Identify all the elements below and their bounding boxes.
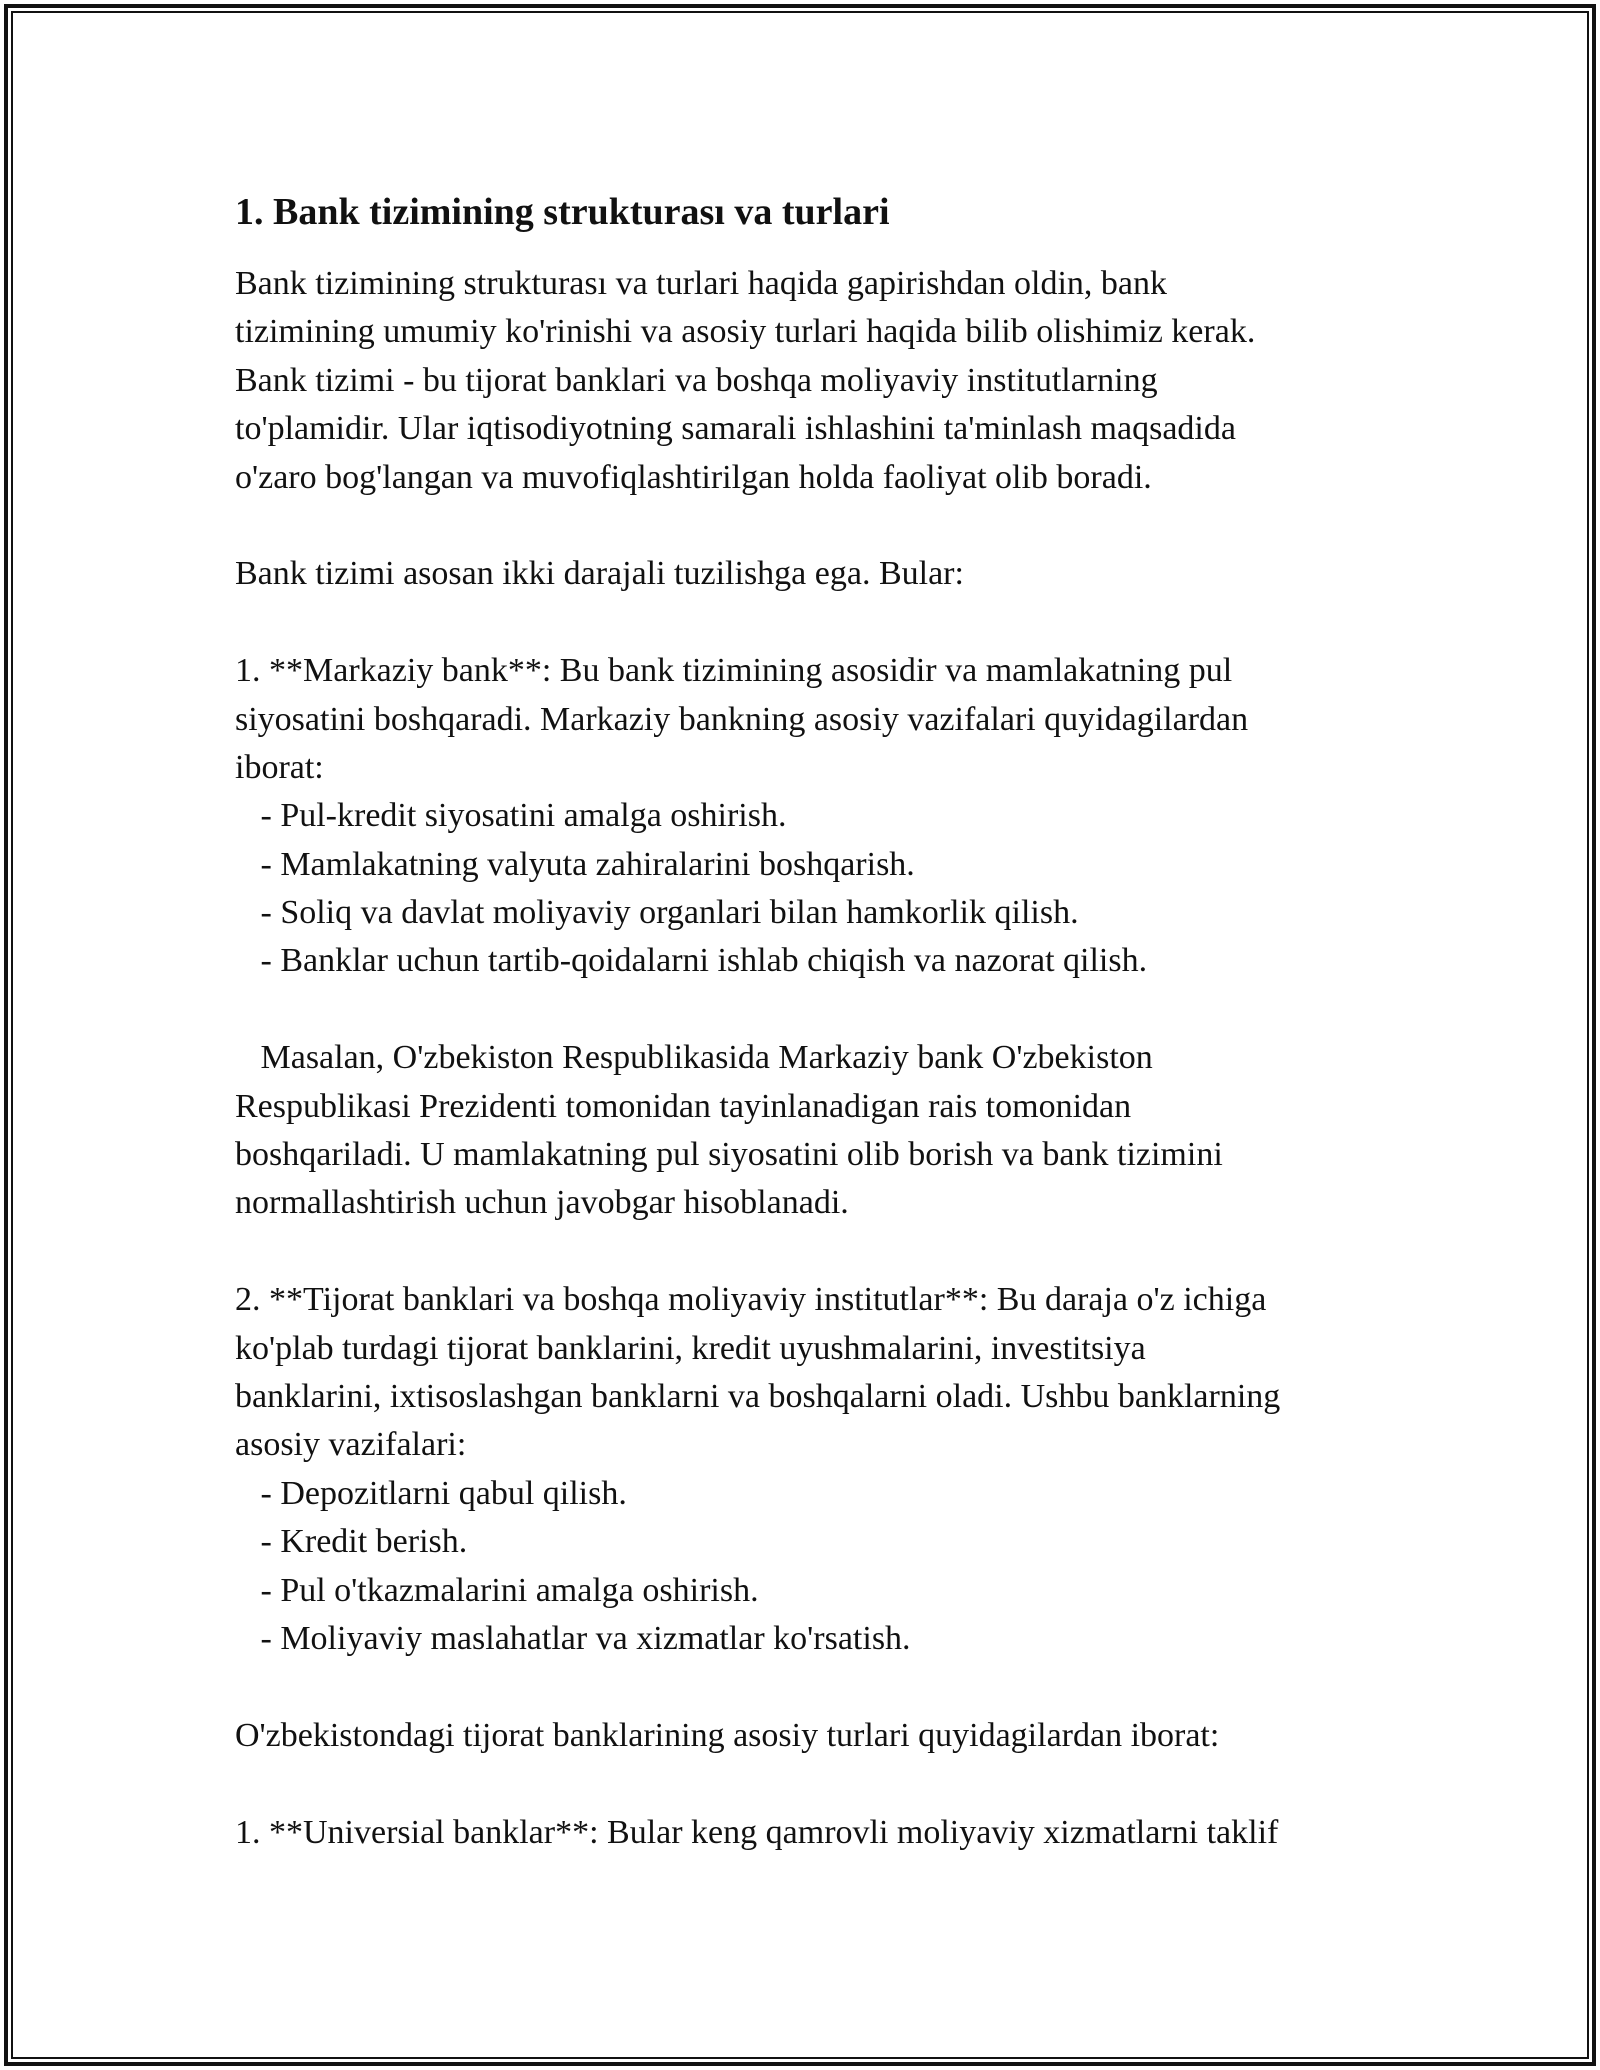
- paragraph-gap: [235, 1663, 1395, 1711]
- text-line: normallashtirish uchun javobgar hisoblanadi.: [235, 1184, 849, 1222]
- text-line: ko'plab turdagi tijorat banklarini, kredit uyushmalarini, investitsiya: [235, 1329, 1146, 1367]
- text-line: 2. **Tijorat banklari va boshqa moliyaviy institutlar**: Bu daraja o'z ichiga: [235, 1281, 1267, 1319]
- text-line: 1. **Universial banklar**: Bular keng qamrovli moliyaviy xizmatlarni taklif: [235, 1813, 1279, 1851]
- text-line: O'zbekistondagi tijorat banklarining asosiy turlari quyidagilardan iborat:: [235, 1716, 1220, 1754]
- text-line: - Moliyaviy maslahatlar va xizmatlar ko'rsatish.: [235, 1619, 911, 1657]
- text-line: boshqariladi. U mamlakatning pul siyosatini olib borish va bank tizimini: [235, 1136, 1223, 1174]
- text-line: Bank tizimi - bu tijorat banklari va boshqa moliyaviy institutlarning: [235, 361, 1158, 399]
- text-line: tizimining umumiy ko'rinishi va asosiy turlari haqida bilib olishimiz kerak.: [235, 313, 1256, 351]
- text-line: - Banklar uchun tartib-qoidalarni ishlab chiqish va nazorat qilish.: [235, 942, 1148, 980]
- paragraph: [235, 1034, 1395, 1228]
- text-line: - Pul o'tkazmalarini amalga oshirish.: [235, 1571, 759, 1609]
- paragraph: [235, 550, 1395, 598]
- text-line: - Pul-kredit siyosatini amalga oshirish.: [235, 797, 787, 835]
- paragraph-gap: [235, 1228, 1395, 1276]
- text-line: Masalan, O'zbekiston Respublikasida Markaziy bank O'zbekiston: [235, 1039, 1153, 1077]
- paragraph-gap: [235, 502, 1395, 550]
- text-line: o'zaro bog'langan va muvofiqlashtirilgan holda faoliyat olib boradi.: [235, 458, 1152, 496]
- text-line: to'plamidir. Ular iqtisodiyotning samarali ishlashini ta'minlash maqsadida: [235, 410, 1236, 448]
- text-line: - Mamlakatning valyuta zahiralarini boshqarish.: [235, 845, 915, 883]
- text-line: - Kredit berish.: [235, 1523, 468, 1561]
- paragraph: [235, 1276, 1395, 1663]
- paragraph-gap: [235, 599, 1395, 647]
- paragraph: [235, 1712, 1395, 1760]
- text-line: 1. **Markaziy bank**: Bu bank tizimining asosidir va mamlakatning pul: [235, 652, 1233, 690]
- document-body: [235, 260, 1395, 1857]
- text-line: Bank tizimining strukturası va turlari haqida gapirishdan oldin, bank: [235, 265, 1167, 302]
- text-line: iborat:: [235, 748, 324, 786]
- text-line: siyosatini boshqaradi. Markaziy bankning asosiy vazifalari quyidagilardan: [235, 700, 1249, 738]
- document-title: 1. Bank tizimining strukturası va turlari: [235, 191, 890, 233]
- paragraph: [235, 260, 1395, 502]
- paragraph: [235, 647, 1395, 986]
- paragraph-gap: [235, 1760, 1395, 1808]
- text-line: asosiy vazifalari:: [235, 1426, 467, 1464]
- paragraph-gap: [235, 986, 1395, 1034]
- text-line: - Depozitlarni qabul qilish.: [235, 1474, 627, 1512]
- text-line: Bank tizimi asosan ikki darajali tuzilishga ega. Bular:: [235, 555, 964, 593]
- paragraph: [235, 1809, 1395, 1857]
- text-line: banklarini, ixtisoslashgan banklarni va boshqalarni oladi. Ushbu banklarning: [235, 1377, 1281, 1415]
- text-line: - Soliq va davlat moliyaviy organlari bilan hamkorlik qilish.: [235, 894, 1079, 932]
- document-page: [235, 186, 1395, 1857]
- text-line: Respublikasi Prezidenti tomonidan tayinlanadigan rais tomonidan: [235, 1087, 1132, 1125]
